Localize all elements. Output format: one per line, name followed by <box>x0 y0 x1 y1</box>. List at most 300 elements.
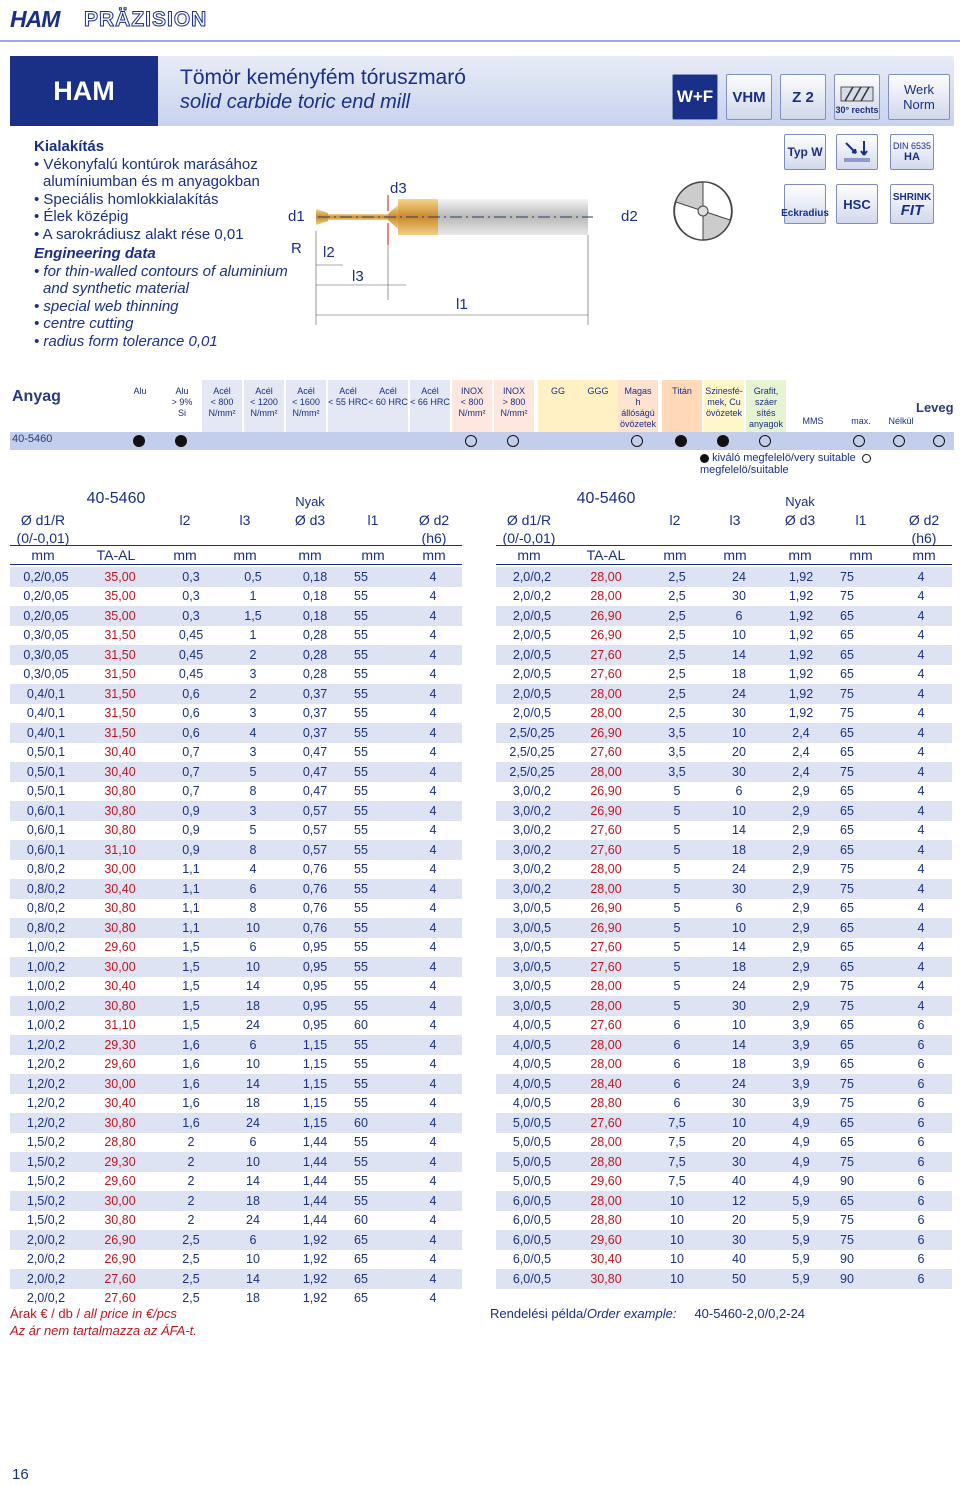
table-row <box>10 704 462 724</box>
table-cell: 6 <box>224 1133 282 1153</box>
table-cell: 2,5 <box>644 704 710 724</box>
table-row <box>10 567 462 587</box>
suitability-dot <box>631 435 643 447</box>
table-cell: 4 <box>404 587 462 607</box>
table-cell: 0,8/0,2 <box>10 918 82 938</box>
table-cell: 0,4/0,1 <box>10 723 82 743</box>
table-row <box>10 996 462 1016</box>
table-cell: 6,0/0,5 <box>496 1250 568 1270</box>
table-cell: 0,2/0,05 <box>10 567 82 587</box>
price-cell: 28,00 <box>568 860 644 880</box>
table-cell: 0,6/0,1 <box>10 801 82 821</box>
table-cell: 1,5 <box>158 1016 224 1036</box>
table-cell: 0,76 <box>282 918 348 938</box>
suitability-legend <box>700 452 960 476</box>
table-cell: 2,5 <box>158 1230 224 1250</box>
table-cell: 2,5 <box>644 684 710 704</box>
typw-badge: Typ W <box>784 134 826 170</box>
price-note-hu: Árak € / db / <box>10 1306 84 1321</box>
table-cell: 14 <box>710 1035 768 1055</box>
material-col-text: Alu <box>175 386 189 396</box>
table-cell: 55 <box>348 1133 404 1153</box>
table-cell: 0,95 <box>282 938 348 958</box>
price-cell: 30,00 <box>82 1191 158 1211</box>
table-cell: 8 <box>224 782 282 802</box>
price-cell: 27,60 <box>82 1289 158 1309</box>
table-cell: 1,92 <box>282 1269 348 1289</box>
price-cell: 27,60 <box>568 957 644 977</box>
table-cell: 7,5 <box>644 1133 710 1153</box>
table-cell: 24 <box>710 977 768 997</box>
table-cell: 1,15 <box>282 1055 348 1075</box>
price-cell: 27,60 <box>82 1269 158 1289</box>
table-cell: 1,1 <box>158 918 224 938</box>
table-cell: 5,9 <box>768 1211 834 1231</box>
table-cell: 4,9 <box>768 1152 834 1172</box>
table-cell: 5 <box>224 821 282 841</box>
table-cell: 1,44 <box>282 1152 348 1172</box>
table-cell: 5 <box>644 957 710 977</box>
table-cell: 3,0/0,2 <box>496 860 568 880</box>
table-cell: 1,15 <box>282 1094 348 1114</box>
table-cell: 5 <box>644 782 710 802</box>
table-row <box>496 704 952 724</box>
table-cell: 4 <box>890 860 952 880</box>
table-cell: 0,9 <box>158 821 224 841</box>
price-cell: 30,80 <box>82 996 158 1016</box>
leveg-label: Leveg <box>916 400 954 415</box>
table-cell: 55 <box>348 1094 404 1114</box>
table-cell: 5 <box>644 860 710 880</box>
table-cell: 65 <box>834 1133 890 1153</box>
table-cell: 30 <box>710 879 768 899</box>
table-cell: 1,5/0,2 <box>10 1211 82 1231</box>
material-col-text: < 800 <box>460 397 484 407</box>
table-cell: 1,92 <box>768 587 834 607</box>
left-unit-2: TA-AL <box>96 547 136 563</box>
price-cell: 30,40 <box>82 762 158 782</box>
table-row <box>10 1269 462 1289</box>
table-cell: 1,1 <box>158 879 224 899</box>
table-cell: 40 <box>710 1250 768 1270</box>
table-cell: 65 <box>834 743 890 763</box>
left-head-l1: l1 <box>367 512 379 528</box>
table-cell: 4 <box>404 1152 462 1172</box>
table-cell: 0,4/0,1 <box>10 704 82 724</box>
werk-label: Werk <box>903 82 935 97</box>
table-cell: 4,0/0,5 <box>496 1035 568 1055</box>
table-cell: 2 <box>158 1133 224 1153</box>
table-cell: 3,5 <box>644 762 710 782</box>
table-row <box>496 957 952 977</box>
table-cell: 0,3 <box>158 587 224 607</box>
table-cell: 6 <box>890 1269 952 1289</box>
price-cell: 28,00 <box>568 1035 644 1055</box>
table-cell: 65 <box>834 918 890 938</box>
material-col-0 <box>120 380 160 432</box>
table-cell: 2,5 <box>158 1250 224 1270</box>
table-row <box>496 1191 952 1211</box>
table-cell: 6 <box>644 1035 710 1055</box>
table-row <box>10 645 462 665</box>
table-cell: 24 <box>710 684 768 704</box>
table-cell: 0,18 <box>282 567 348 587</box>
table-cell: 6 <box>890 1094 952 1114</box>
right-head-d2-tol: (h6) <box>911 530 937 546</box>
material-col-9 <box>494 380 534 432</box>
material-heading: Anyag <box>12 388 61 405</box>
table-cell: 5,0/0,5 <box>496 1152 568 1172</box>
table-row <box>10 1113 462 1133</box>
left-head-code: 40-5460 <box>86 490 146 507</box>
table-cell: 0,3 <box>158 567 224 587</box>
table-cell: 2,9 <box>768 879 834 899</box>
left-unit-7: mm <box>422 547 446 563</box>
table-cell: 6 <box>224 938 282 958</box>
table-cell: 6 <box>890 1133 952 1153</box>
hsc-badge: HSC <box>836 184 878 224</box>
table-cell: 0,95 <box>282 1016 348 1036</box>
table-row <box>10 977 462 997</box>
table-cell: 2,5/0,25 <box>496 723 568 743</box>
table-cell: 1,92 <box>768 704 834 724</box>
din-badge <box>890 134 934 170</box>
price-cell: 29,60 <box>568 1230 644 1250</box>
table-row <box>496 977 952 997</box>
price-cell: 30,80 <box>82 1211 158 1231</box>
table-cell: 0,5/0,1 <box>10 743 82 763</box>
table-cell: 75 <box>834 1094 890 1114</box>
table-cell: 4 <box>404 782 462 802</box>
price-cell: 30,80 <box>568 1269 644 1289</box>
table-cell: 1,0/0,2 <box>10 1016 82 1036</box>
table-cell: 4 <box>890 801 952 821</box>
table-cell: 0,9 <box>158 801 224 821</box>
table-cell: 2,0/0,5 <box>496 665 568 685</box>
table-row <box>10 957 462 977</box>
table-cell: 1,44 <box>282 1172 348 1192</box>
price-cell: 29,60 <box>82 1055 158 1075</box>
price-cell: 28,40 <box>568 1074 644 1094</box>
material-col-text: Acél <box>255 386 273 396</box>
table-cell: 6 <box>710 899 768 919</box>
table-cell: 0,47 <box>282 743 348 763</box>
table-cell: 55 <box>348 840 404 860</box>
table-cell: 75 <box>834 1230 890 1250</box>
price-cell: 26,90 <box>82 1250 158 1270</box>
table-cell: 20 <box>710 1211 768 1231</box>
table-cell: 1,6 <box>158 1055 224 1075</box>
table-cell: 2,0/0,5 <box>496 606 568 626</box>
table-cell: 4,9 <box>768 1133 834 1153</box>
table-cell: 2,9 <box>768 840 834 860</box>
table-cell: 4 <box>404 1250 462 1270</box>
table-cell: 0,28 <box>282 626 348 646</box>
table-row <box>10 918 462 938</box>
table-row <box>496 899 952 919</box>
table-row <box>496 665 952 685</box>
table-cell: 6,0/0,5 <box>496 1230 568 1250</box>
l2-label: l2 <box>323 244 335 261</box>
table-cell: 3,9 <box>768 1094 834 1114</box>
wf-badge: W+F <box>672 74 718 120</box>
table-row <box>496 1269 952 1289</box>
table-cell: 1,6 <box>158 1035 224 1055</box>
table-cell: 55 <box>348 821 404 841</box>
cooling-col-16: MMS <box>802 416 824 426</box>
price-cell: 31,50 <box>82 626 158 646</box>
price-cell: 30,80 <box>82 801 158 821</box>
table-cell: 2,0/0,5 <box>496 684 568 704</box>
table-cell: 75 <box>834 684 890 704</box>
table-cell: 5,9 <box>768 1269 834 1289</box>
material-col-text: < 66 HRC <box>410 397 450 407</box>
table-cell: 5 <box>644 996 710 1016</box>
price-cell: 26,90 <box>568 801 644 821</box>
table-cell: 0,8/0,2 <box>10 860 82 880</box>
material-col-text: INOX <box>502 386 525 396</box>
price-cell: 31,50 <box>82 684 158 704</box>
table-cell: 40 <box>710 1172 768 1192</box>
table-cell: 0,45 <box>158 645 224 665</box>
price-cell: 29,60 <box>82 1172 158 1192</box>
table-row <box>10 1152 462 1172</box>
table-cell: 3,9 <box>768 1016 834 1036</box>
table-cell: 4 <box>890 645 952 665</box>
left-head-l3: l3 <box>239 512 251 528</box>
feature-hu-2: • Speciális homlokkialakítás <box>34 190 219 208</box>
table-cell: 6 <box>890 1172 952 1192</box>
table-row <box>496 567 952 587</box>
table-cell: 2 <box>158 1191 224 1211</box>
table-row <box>496 1074 952 1094</box>
table-cell: 18 <box>224 1094 282 1114</box>
table-cell: 6,0/0,5 <box>496 1269 568 1289</box>
table-cell: 65 <box>834 665 890 685</box>
price-cell: 26,90 <box>568 899 644 919</box>
table-cell: 10 <box>224 957 282 977</box>
table-cell: 4 <box>224 723 282 743</box>
feed-directions-icon <box>842 139 872 165</box>
table-cell: 5,9 <box>768 1250 834 1270</box>
table-cell: 10 <box>644 1211 710 1231</box>
left-unit-4: mm <box>233 547 257 563</box>
table-cell: 1,15 <box>282 1113 348 1133</box>
legend-open-dot <box>862 454 871 463</box>
din-label: DIN 6535 <box>892 141 932 151</box>
table-cell: 4 <box>890 899 952 919</box>
table-cell: 6 <box>224 879 282 899</box>
table-cell: 6 <box>890 1152 952 1172</box>
table-cell: 0,57 <box>282 840 348 860</box>
table-cell: 0,47 <box>282 782 348 802</box>
table-cell: 55 <box>348 723 404 743</box>
table-cell: 6 <box>890 1191 952 1211</box>
table-cell: 0,57 <box>282 801 348 821</box>
table-cell: 8 <box>224 899 282 919</box>
table-row <box>496 918 952 938</box>
table-cell: 0,5/0,1 <box>10 762 82 782</box>
price-cell: 30,00 <box>82 1074 158 1094</box>
table-cell: 2,0/0,2 <box>10 1269 82 1289</box>
suitability-dot <box>175 435 187 447</box>
table-cell: 4 <box>890 665 952 685</box>
right-head-l3: l3 <box>729 512 741 528</box>
table-cell: 4 <box>890 918 952 938</box>
table-cell: 1,0/0,2 <box>10 996 82 1016</box>
table-cell: 4,0/0,5 <box>496 1074 568 1094</box>
table-row <box>10 1016 462 1036</box>
right-head-d1-tol: (0/-0,01) <box>502 530 556 546</box>
left-head-d1: Ø d1/R <box>20 512 66 528</box>
right-unit-7: mm <box>912 547 936 563</box>
table-cell: 4 <box>890 840 952 860</box>
table-cell: 1,0/0,2 <box>10 938 82 958</box>
table-cell: 4 <box>404 723 462 743</box>
table-row <box>496 684 952 704</box>
table-cell: 1,5/0,2 <box>10 1133 82 1153</box>
price-note <box>10 1306 177 1321</box>
table-cell: 4 <box>404 626 462 646</box>
table-cell: 4 <box>890 762 952 782</box>
table-cell: 1,1 <box>158 860 224 880</box>
table-cell: 18 <box>224 1191 282 1211</box>
material-col-text: Alu <box>133 386 147 396</box>
table-cell: 6 <box>644 1094 710 1114</box>
material-col-text: Acél <box>379 386 397 396</box>
table-cell: 18 <box>710 840 768 860</box>
right-head-nyak: Nyak <box>785 494 815 509</box>
material-col-15 <box>746 380 786 432</box>
price-cell: 31,50 <box>82 723 158 743</box>
table-row <box>496 1035 952 1055</box>
table-cell: 1,92 <box>768 567 834 587</box>
table-cell: 1,1 <box>158 899 224 919</box>
table-cell: 10 <box>644 1230 710 1250</box>
table-cell: 30 <box>710 1230 768 1250</box>
table-cell: 14 <box>224 1172 282 1192</box>
right-head-code: 40-5460 <box>576 490 636 507</box>
table-cell: 2,5 <box>644 587 710 607</box>
table-cell: 18 <box>710 957 768 977</box>
table-cell: 6 <box>890 1230 952 1250</box>
material-col-3 <box>244 380 284 432</box>
table-row <box>496 762 952 782</box>
material-col-text: INOX <box>460 386 483 396</box>
table-cell: 3 <box>224 743 282 763</box>
table-cell: 4 <box>404 1191 462 1211</box>
table-cell: 4 <box>890 996 952 1016</box>
table-row <box>496 626 952 646</box>
table-cell: 1,6 <box>158 1094 224 1114</box>
table-cell: 3,5 <box>644 743 710 763</box>
table-cell: 2,5/0,25 <box>496 743 568 763</box>
table-cell: 55 <box>348 879 404 899</box>
table-cell: 30 <box>710 1094 768 1114</box>
table-cell: 14 <box>224 977 282 997</box>
l1-label: l1 <box>456 296 468 313</box>
table-cell: 1,2/0,2 <box>10 1113 82 1133</box>
table-cell: 1,6 <box>158 1074 224 1094</box>
ha-label: HA <box>904 151 920 163</box>
right-head-d3: Ø d3 <box>784 512 816 528</box>
table-row <box>496 996 952 1016</box>
feature-hu-0: • Vékonyfalú kontúrok marásához <box>34 155 258 173</box>
table-cell: 2,9 <box>768 899 834 919</box>
table-cell: 4 <box>404 860 462 880</box>
material-col-12 <box>618 380 658 432</box>
material-col-text: Acél <box>421 386 439 396</box>
table-cell: 0,3 <box>158 606 224 626</box>
table-cell: 4 <box>404 996 462 1016</box>
material-col-text: > 9% <box>171 397 193 407</box>
price-cell: 27,60 <box>568 1113 644 1133</box>
table-cell: 4,0/0,5 <box>496 1055 568 1075</box>
suitability-dot <box>759 435 771 447</box>
right-unit-2: TA-AL <box>586 547 626 563</box>
table-cell: 60 <box>348 1113 404 1133</box>
table-cell: 2,0/0,2 <box>10 1230 82 1250</box>
material-col-text: övözetek <box>619 419 657 429</box>
table-cell: 0,76 <box>282 899 348 919</box>
price-cell: 28,00 <box>568 977 644 997</box>
table-cell: 4 <box>404 704 462 724</box>
table-cell: 4 <box>404 1094 462 1114</box>
table-cell: 4 <box>404 840 462 860</box>
table-cell: 0,8/0,2 <box>10 879 82 899</box>
table-row <box>496 860 952 880</box>
table-cell: 55 <box>348 899 404 919</box>
feature-hu-1: alumíniumban és m anyagokban <box>43 173 260 190</box>
table-cell: 5,0/0,5 <box>496 1133 568 1153</box>
table-cell: 1,2/0,2 <box>10 1094 82 1114</box>
table-cell: 2,5 <box>644 626 710 646</box>
table-cell: 55 <box>348 1035 404 1055</box>
price-cell: 26,90 <box>568 626 644 646</box>
table-cell: 4 <box>404 899 462 919</box>
price-cell: 26,90 <box>568 918 644 938</box>
order-code: 40-5460-2,0/0,2-24 <box>694 1306 806 1321</box>
table-cell: 4 <box>890 587 952 607</box>
feature-hu-3: • Élek középig <box>34 208 129 225</box>
table-cell: 3,0/0,5 <box>496 899 568 919</box>
table-cell: 4 <box>404 645 462 665</box>
table-cell: 6 <box>890 1016 952 1036</box>
table-row <box>10 1055 462 1075</box>
price-cell: 35,00 <box>82 606 158 626</box>
table-cell: 2,0/0,5 <box>496 626 568 646</box>
table-cell: 65 <box>348 1269 404 1289</box>
table-row <box>10 801 462 821</box>
table-cell: 10 <box>224 1055 282 1075</box>
price-cell: 29,30 <box>82 1035 158 1055</box>
price-cell: 28,80 <box>82 1133 158 1153</box>
table-cell: 65 <box>834 1191 890 1211</box>
right-unit-4: mm <box>723 547 747 563</box>
feature-en-4: • radius form tolerance 0,01 <box>34 332 218 350</box>
table-cell: 5 <box>644 899 710 919</box>
price-cell: 26,90 <box>568 723 644 743</box>
table-cell: 65 <box>834 840 890 860</box>
table-cell: 20 <box>710 743 768 763</box>
werk-norm-badge <box>888 74 950 120</box>
table-cell: 75 <box>834 704 890 724</box>
table-cell: 55 <box>348 587 404 607</box>
table-cell: 4 <box>404 684 462 704</box>
table-cell: 4 <box>890 723 952 743</box>
table-cell: 6 <box>890 1211 952 1231</box>
table-cell: 75 <box>834 996 890 1016</box>
